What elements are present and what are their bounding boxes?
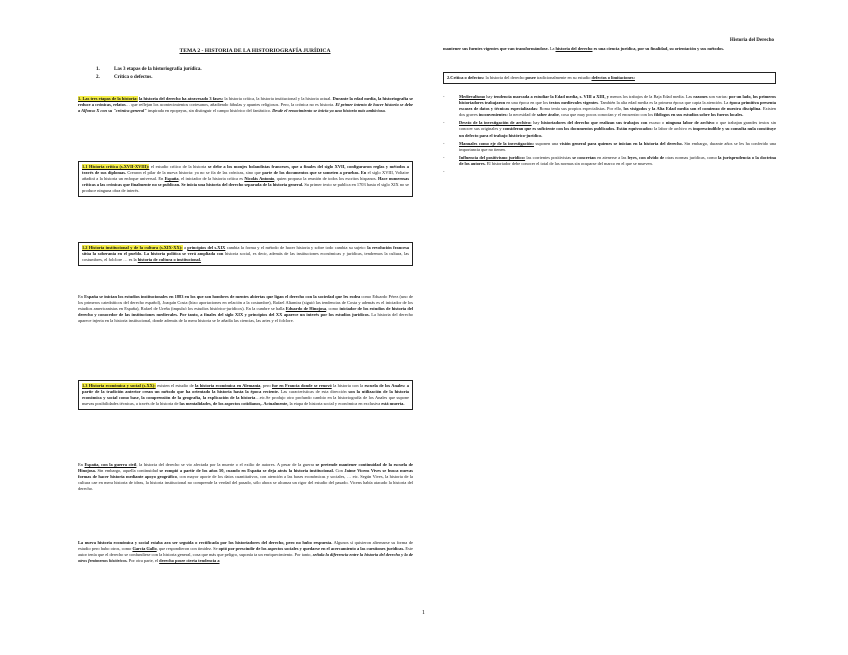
list-item: - Desvío de la investigación de archivo: hay historiadores del derecho que realizan sus trabajos con escaso o ninguna labor de archivo o que trabajan grandes textos sin conocer sus originales y consideran que es suficiente con los documentos publicados. Están equivocados: la labor de archivo es imprescindible y su consulta nula constituye un defecto para el trabajo histórico-jurídico. bbox=[443, 120, 776, 138]
toc-item: 2. Crítica o defectos. bbox=[96, 75, 153, 80]
spain-civil-war-paragraph: En España, con la guerra civil, la historia del derecho se vio afectada por la muerte o el exilio de autores. A pesar de la guerra se pretende mantener continuidad de la escuela de Hinojosa. Sin embargo, aquella continuidad se rompió a partir de los años 50, cuando en España se deja atrás la historia institucional. Con Jaime Vicens Vives se busca nuevas formas de hacer historia mediante apoyo geográfico, con mayor aporte de los datos cuantitativos, con atención a las bases económicas y sociales, … etc. Según Vives, la historia de la cultura cae en mera historia de ideas, la historia institucional no comprende la verdad del pasado, sólo ahora se alcanza un rigor del estudio del pasado. Vicens había atacado la historia del derecho. bbox=[78, 462, 414, 492]
section-1-3-box: 1.3 Historia económica y social (s.XX): existen el estudio de la historia económica en Alemania, pero fue en Francia donde se renovó la historia con la escuela de los Anales: a partir de la tradición anterior crean un método que ha orientado la historia hasta la época reciente. Las características de esta dirección son la utilización de la historia económica y social como base, la comprensión de la geografía, la explicación de la historia…etc.Se produjo otro profundo cambio en la historiografía de los Anales que supone nuevas posibilidades técnicas, a través de la historia de las mentalidades, de los aspectos cotidianos,. Actualmente, la etapa de historia social y económica en exclusiva está muerta. bbox=[78, 380, 413, 410]
section-heading: 1.2 Historia institucional y de la cultura (s.XIX-XX): bbox=[82, 245, 183, 250]
continuation-paragraph: mantener sus fuentes vigentes que van transformándose. La historia del derecho es una ciencia jurídica, por su finalidad, su orientación y sus métodos. bbox=[443, 46, 725, 51]
section-1-1-box: 1.1 Historia crítica (s.XVII-XVIII): el estudio crítico de la historia se debe a los monjes bolandistas franceses, que a finales del siglo XVII, configuraron reglas y métodos a través de sus diplomas. Crearon el pilar de la nueva historia: ya no se fía de las crónicas, sino que parte de los documentos que se someten a pruebas. En el siglo XVIII, Voltaire añadirá a la historia un enfoque universal. En España, el iniciador de la historia crítica es Nicolás Antonio, quien propuso la reunión de todos los escritos hispanos. Hace numerosas críticas a las crónicas que finalmente no se publican. Se inicia una historia del derecho separada de la historia general. Su primer texto se publica en 1703 hasta el siglo XIX no se produce ninguna obra de interés. bbox=[78, 161, 413, 197]
list-item: - Influencia del positivismo jurídico: las corrientes positivistas se concretan en atenerse a las leyes, con olvido de otras normas jurídicas, como la jurisprudencia o la doctrina de los autores. El historiador debe conocer el total de las normas sin ocuparse del marco en el que se mueven. bbox=[443, 155, 776, 167]
spain-institutional-paragraph: En España se inician los estudios institucionales en 1883 en los que son hombres de mentes abiertas que ligan el derecho con la sociedad que les rodea como Eduardo Pérez (uno de los primeros catedráticos del derecho español), Joaquín Costa (hizo aportaciones en relación a la costumbre), Rafael Altamira (siguió las tendencias de Costa y además es el iniciador de los estudios americanistas en España), Rafael de Ureña (impulsó los estudios histórico-jurídicos). En la cumbre se halla Eduardo de Hinojosa, como iniciador de los estudios de historia del derecho y conocedor de las instituciones medievales. Por tanto, a finales del siglo XIX y principios del XX aparece un interés por los estudios jurídicos. La historia del derecho aparece injerta en la historia institucional, donde además de la mera historia se le añadía las ciencias, las artes y el folclore. bbox=[78, 294, 414, 324]
section-1-paragraph: 1. Las tres etapas de la historia: la historia del derecho ha atravesado 3 fases: la historia crítica, la historia institucional y la historia actual. Durante la edad media, la historiografía se reduce a crónicas, relatos… que reflejan los acontecimientos cortesanos, añadiendo fábulas y apuntes religiosos. Pero, la crónica no es historia. El primer intento de hacer historia se debe a Alfonso X con su "crónica general" inspirada en epopeyas, sin distinguir el campo histórico del fantástico. Desde el renacimiento se inicia ya una historia más ambiciosa. bbox=[78, 96, 413, 114]
page-title: TEMA 2 - HISTORIA DE LA HISTORIOGRAFÍA JURÍDICA bbox=[179, 48, 331, 54]
section-heading: 1.1 Historia crítica (s.XVII-XVIII): bbox=[82, 164, 150, 169]
section-1-2-box: 1.2 Historia institucional y de la cultura (s.XIX-XX): a principios del s.XIX cambia la forma y el método de hacer historia y sobre todo cambia su sujeto: la revolución francesa sitúa la soberanía en el pueblo. La historia política se verá ampliada con historia social, es decir, además de las instituciones económicas y jurídicas, tendremos la cultura, las costumbres, el folclore … es la historia de cultura o institucional. bbox=[78, 242, 413, 266]
defects-list bbox=[443, 94, 776, 169]
new-history-paragraph: La nueva historia económica y social estaba ara ser seguida o rectificada por los historiadores del derecho, pero no hubo respuesta. Algunos sí quisieron alternarse su forma de estudio pero hubo otros, como García Gallo, que respondieron con timidez. Se optó por prescindir de los aspectos sociales y quedarse en el acercamiento a las cuestiones jurídicas. Este autor tenía que el derecho se confundiese con la historia general, cosa que más que peligro, suponía ta un enriquecimiento. Por tanto, señala la diferencia entre la historia del derecho y la de otros fenómenos históricos. Por otra parte, el derecho posee cierta tendencia a bbox=[78, 540, 413, 564]
list-item-lead: Influencia del positivismo jurídico: bbox=[459, 154, 526, 160]
table-of-contents bbox=[96, 66, 202, 82]
section-heading: 1.3 Historia económica y social (s.XX): bbox=[82, 383, 156, 388]
toc-item: 1. Las 3 etapas de la historiografía jurídica. bbox=[96, 67, 202, 72]
list-item-lead: Manuales como eje de la investigación: bbox=[459, 140, 535, 146]
page-number: 1 bbox=[422, 610, 425, 616]
list-item-lead: Desvío de la investigación de archivo: bbox=[459, 120, 532, 126]
list-item: - Manuales como eje de la investigación: suponen una visión general para quienes se inician en la historia del derecho. Sin embargo, durante años se les ha conferido una importancia que no tienen. bbox=[443, 141, 776, 153]
section-heading: 2.Crítica o defectos: bbox=[447, 75, 485, 80]
section-2-box: 2.Crítica o defectos: la historia del derecho posee tradicionalmente en su estudio defectos o limitaciones: bbox=[443, 72, 776, 84]
list-item-lead: Medievalismo bbox=[459, 94, 486, 99]
section-heading: 1. Las tres etapas de la historia: bbox=[78, 96, 138, 101]
running-header: Historia del Derecho bbox=[729, 38, 774, 43]
list-item: - Medievalismo hay tendencia marcada a estudiar la Edad media, s. VIII a XIII, y menos los trabajos de la Baja Edad media. Las razones son varias: por un lado, los primeros historiadores trabajaron en una época en que los textos medievales vigentes. También la alta edad media es la primera época que capta la atención. La época primitiva presenta escasez de datos y técnicas especializadas: Roma tenía sus propios especialistas. Por ello, los visigodos y la Alta Edad media son el comienzo de nuestra disciplina. Existen dos graves inconvenientes: la necesidad de saber árabe, cosa que muy pocos conocían y el encuentro con los filólogos en sus estudios sobre los fueros locales. bbox=[443, 94, 776, 118]
